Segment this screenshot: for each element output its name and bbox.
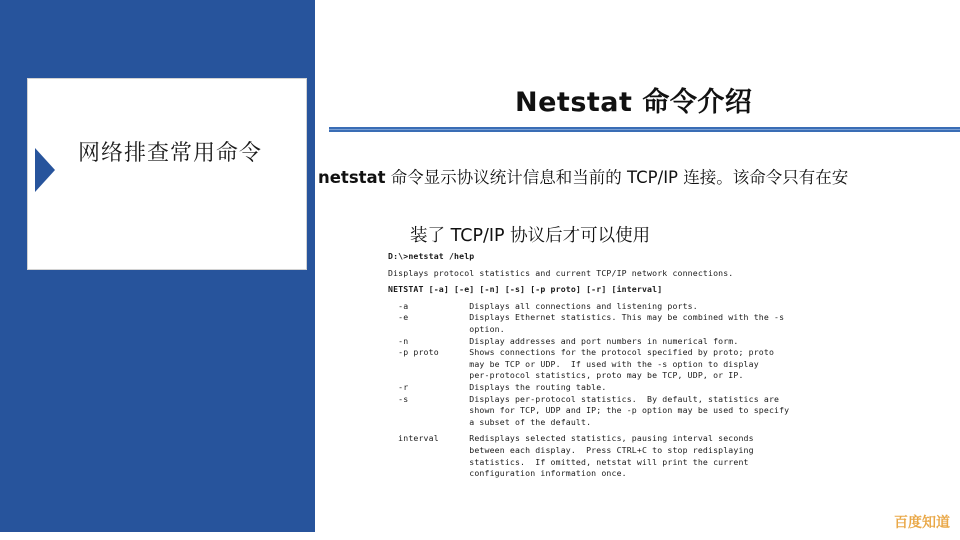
console-line: -n Display addresses and port numbers in numerical form. bbox=[388, 335, 739, 346]
section-card-title: 网络排查常用命令 bbox=[78, 141, 263, 166]
console-line: -e Displays Ethernet statistics. This may be combined with the -s bbox=[388, 312, 785, 323]
page-title: Netstat 命令介绍 bbox=[515, 87, 753, 118]
console-line: interval Redisplays selected statistics, pausing interval seconds bbox=[388, 433, 754, 444]
console-line: NETSTAT [-a] [-e] [-n] [-s] [-p proto] [-r] [interval] bbox=[388, 284, 663, 295]
console-line: statistics. If omitted, netstat will print the current bbox=[388, 456, 749, 467]
netstat-help-output bbox=[388, 251, 960, 480]
arrow-marker-icon bbox=[35, 148, 55, 192]
description-paragraph-1-rest: 命令显示协议统计信息和当前的 TCP/IP 连接。该命令只有在安 bbox=[385, 168, 849, 187]
title-divider bbox=[329, 127, 960, 132]
console-line: Displays protocol statistics and current TCP/IP network connections. bbox=[388, 267, 734, 278]
console-line: -r Displays the routing table. bbox=[388, 381, 607, 392]
content-area bbox=[315, 0, 960, 540]
description-paragraph-2: 装了 TCP/IP 协议后才可以使用 bbox=[410, 226, 651, 246]
console-line: configuration information once. bbox=[388, 468, 627, 479]
console-line: -s Displays per-protocol statistics. By default, statistics are bbox=[388, 393, 780, 404]
title-divider-highlight bbox=[329, 129, 960, 130]
console-line: may be TCP or UDP. If used with the -s option to display bbox=[388, 358, 759, 369]
console-line: D:\>netstat /help bbox=[388, 251, 475, 261]
left-blue-panel bbox=[0, 0, 315, 540]
console-line: -p proto Shows connections for the protocol specified by proto; proto bbox=[388, 347, 775, 358]
watermark: 百度知道 bbox=[894, 515, 950, 531]
console-line: shown for TCP, UDP and IP; the -p option may be used to specify bbox=[388, 405, 790, 416]
bottom-strip bbox=[0, 532, 960, 540]
section-card bbox=[27, 78, 307, 270]
description-paragraph-1 bbox=[318, 163, 960, 193]
console-line: per-protocol statistics, proto may be TCP, UDP, or IP. bbox=[388, 370, 744, 381]
netstat-keyword: netstat bbox=[318, 168, 386, 187]
console-line: a subset of the default. bbox=[388, 416, 592, 427]
console-line: -a Displays all connections and listening ports. bbox=[388, 300, 698, 311]
console-line: between each display. Press CTRL+C to stop redisplaying bbox=[388, 444, 754, 455]
console-line: option. bbox=[388, 323, 505, 334]
